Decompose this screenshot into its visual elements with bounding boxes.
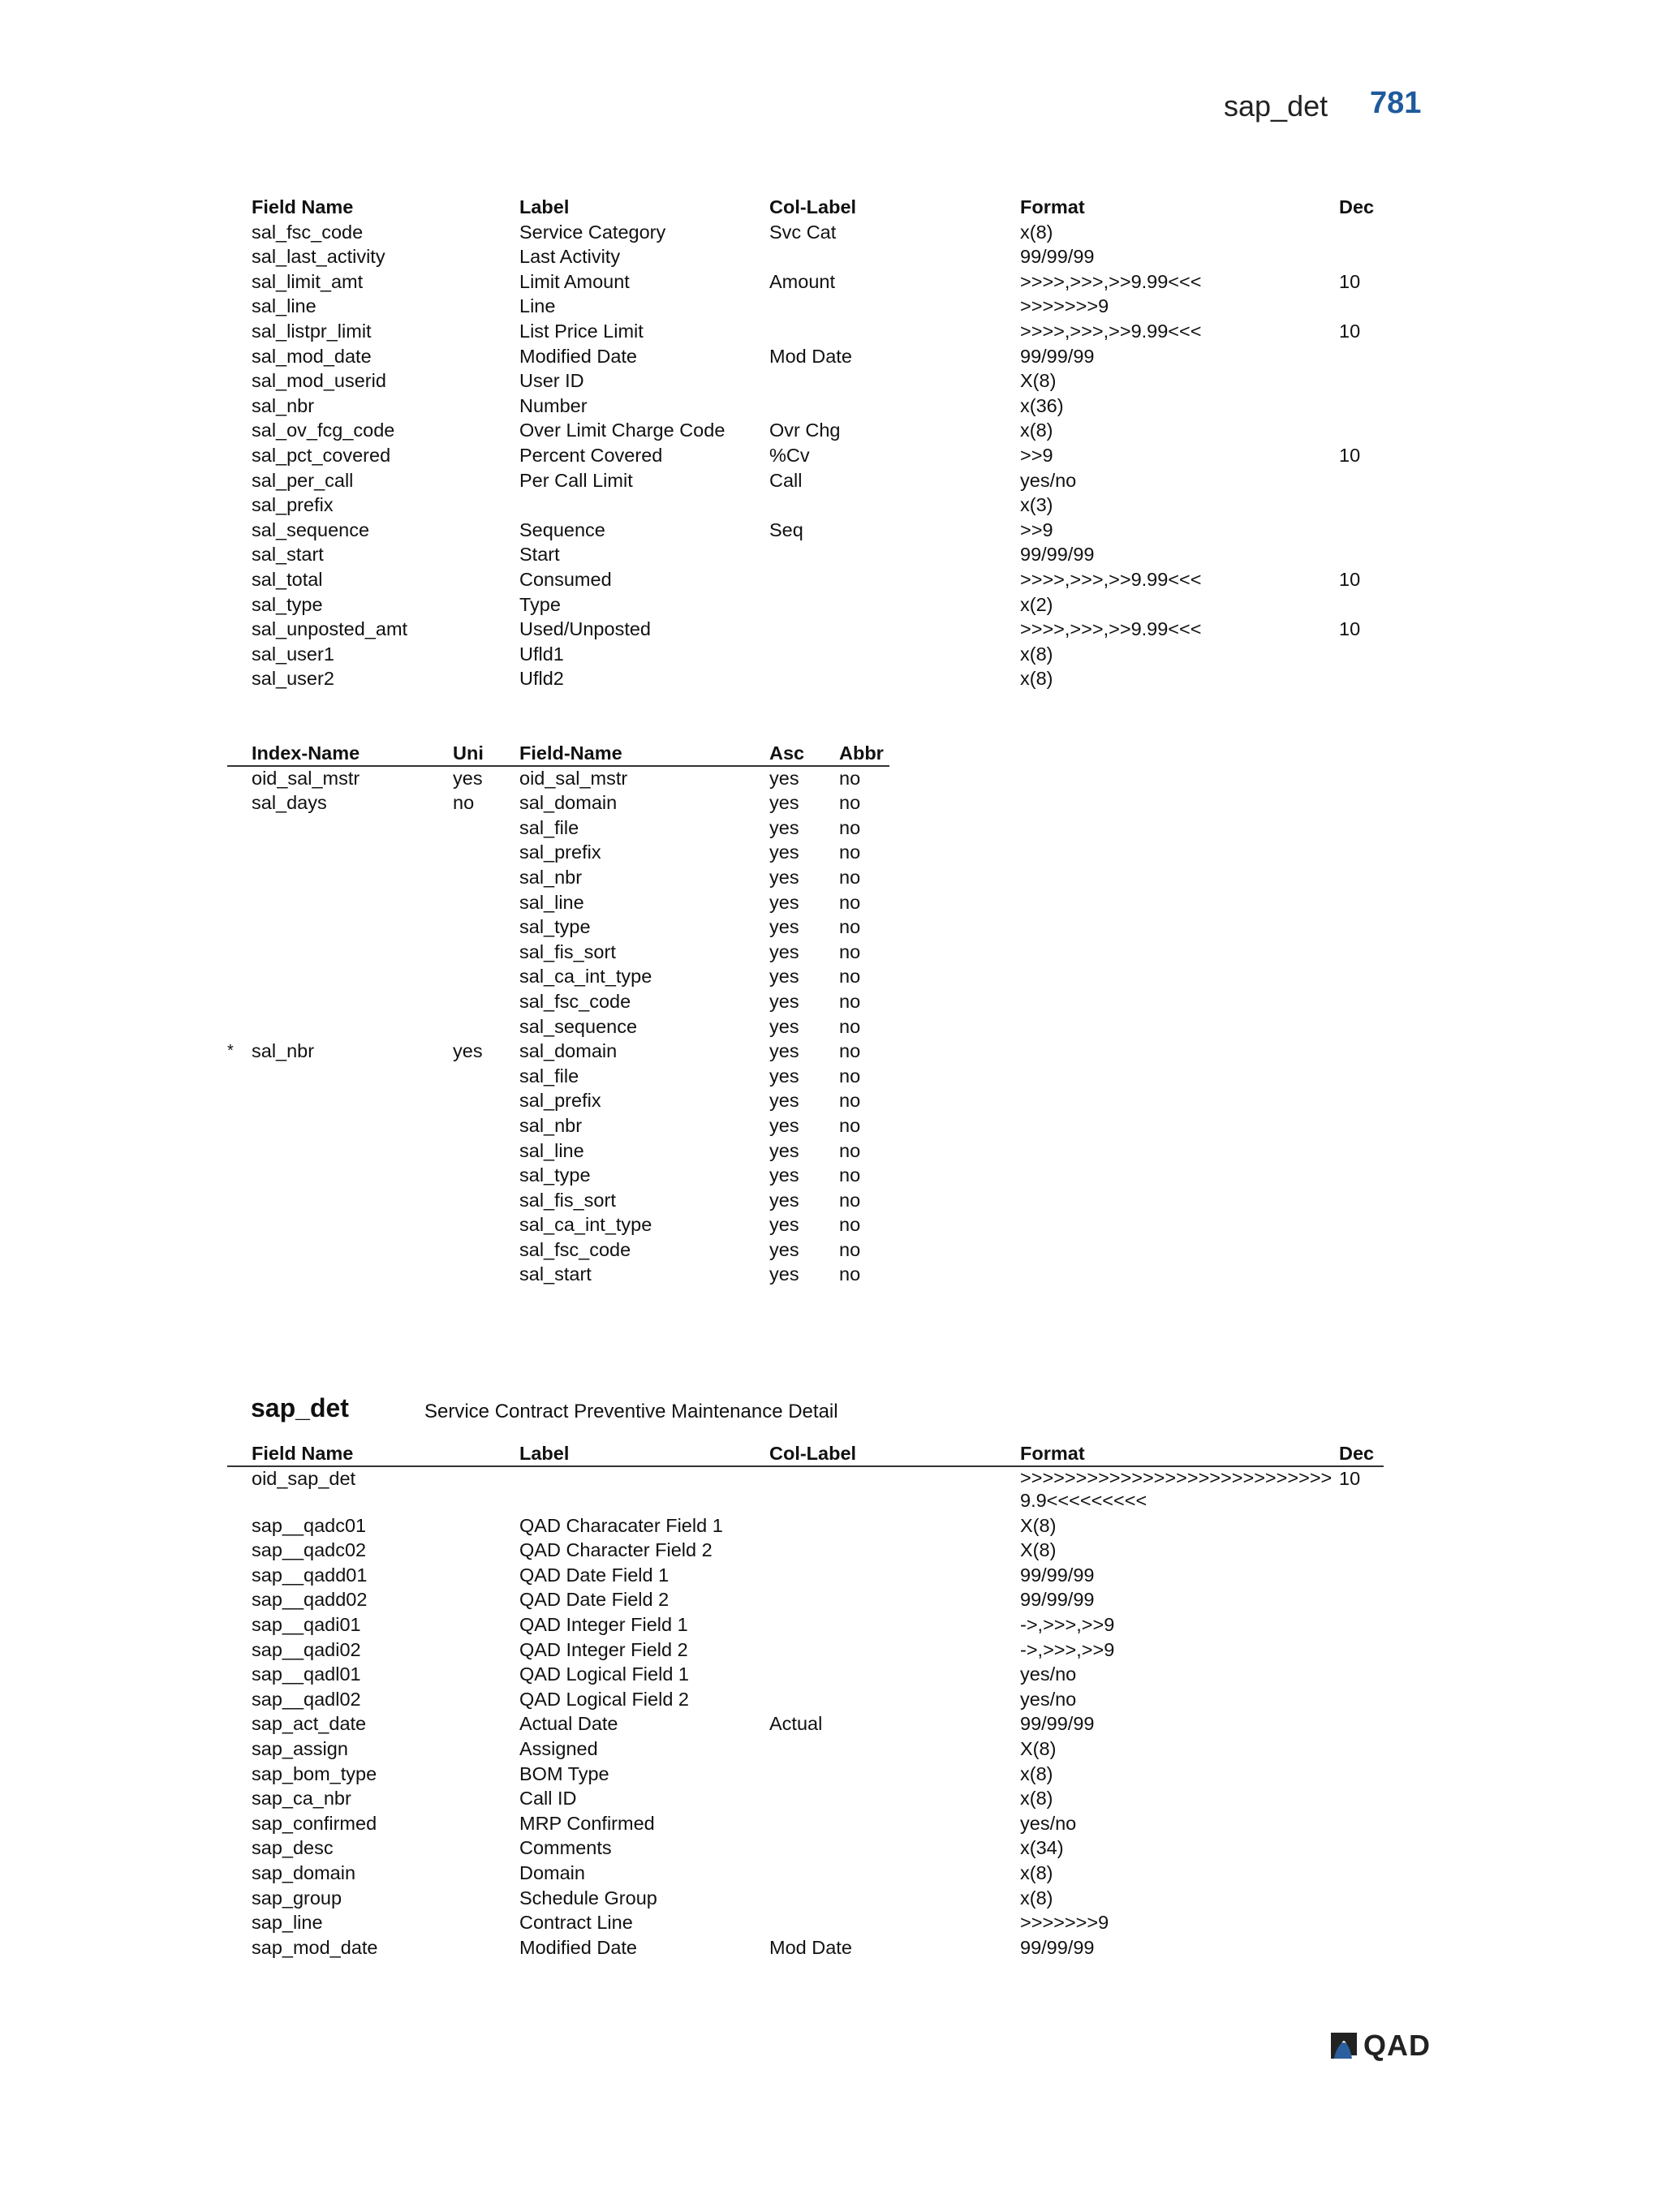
- ascending-cell: yes: [769, 1238, 799, 1260]
- running-header-table-name: sap_det: [1224, 89, 1328, 123]
- abbreviated-cell: no: [839, 1040, 861, 1062]
- sal-field-table: [227, 195, 1384, 691]
- format-cell: X(8): [1020, 1514, 1057, 1536]
- field-name-cell: oid_sap_det: [252, 1467, 356, 1489]
- col-label-cell: %Cv: [769, 444, 810, 466]
- page-number: 781: [1370, 86, 1422, 120]
- label-cell: QAD Character Field 2: [519, 1539, 713, 1561]
- index-name-cell: sal_nbr: [252, 1040, 315, 1062]
- field-name-cell: sap_group: [252, 1887, 342, 1909]
- format-cell: >>>>,>>>,>>9.99<<<: [1020, 618, 1202, 640]
- col-label-cell: Mod Date: [769, 1936, 852, 1958]
- index-field-cell: sal_prefix: [519, 841, 601, 863]
- abbreviated-cell: no: [839, 816, 861, 838]
- table-row: [227, 1637, 1384, 1663]
- ascending-cell: yes: [769, 1015, 799, 1037]
- dec-cell: 10: [1339, 320, 1361, 342]
- section-title: sap_det: [251, 1393, 349, 1422]
- field-name-cell: sap__qadi01: [252, 1613, 361, 1635]
- table-row: [227, 1811, 1384, 1836]
- label-cell: Last Activity: [519, 246, 621, 268]
- index-field-cell: sal_prefix: [519, 1090, 601, 1112]
- ascending-cell: yes: [769, 1065, 799, 1087]
- header-uni: Uni: [453, 742, 484, 764]
- ascending-cell: yes: [769, 1189, 799, 1211]
- index-row: [227, 1163, 1384, 1188]
- index-field-cell: sal_fis_sort: [519, 1189, 616, 1211]
- field-name-cell: sap__qadd02: [252, 1589, 368, 1611]
- header-field-name: Field Name: [252, 1443, 354, 1464]
- header-col-label: Col-Label: [769, 1443, 857, 1464]
- format-cell: X(8): [1020, 370, 1057, 392]
- label-cell: BOM Type: [519, 1762, 609, 1784]
- field-name-cell: sap_confirmed: [252, 1812, 377, 1834]
- field-name-cell: sap__qadd01: [252, 1564, 368, 1586]
- table-row: [227, 368, 1384, 394]
- dec-cell: 10: [1339, 568, 1361, 590]
- field-name-cell: sap_domain: [252, 1861, 356, 1883]
- dec-cell: 10: [1339, 444, 1361, 466]
- table-row: [227, 642, 1384, 667]
- table-row: [227, 468, 1384, 493]
- label-cell: Call ID: [519, 1788, 577, 1810]
- col-label-cell: Ovr Chg: [769, 420, 841, 441]
- label-cell: Modified Date: [519, 1936, 637, 1958]
- field-name-cell: sap__qadc01: [252, 1514, 367, 1536]
- format-cell: >>>>>>>9: [1020, 1912, 1109, 1934]
- header-label: Label: [519, 1443, 570, 1464]
- label-cell: User ID: [519, 370, 584, 392]
- label-cell: List Price Limit: [519, 320, 644, 342]
- ascending-cell: yes: [769, 816, 799, 838]
- index-field-cell: sal_fis_sort: [519, 940, 616, 962]
- format-cell: >>>>,>>>,>>9.99<<<: [1020, 270, 1202, 292]
- index-row: [227, 1138, 1384, 1164]
- abbreviated-cell: no: [839, 866, 861, 888]
- format-cell: x(34): [1020, 1837, 1064, 1859]
- header-format: Format: [1020, 196, 1085, 217]
- abbreviated-cell: no: [839, 767, 861, 789]
- label-cell: QAD Date Field 2: [519, 1589, 670, 1611]
- dec-cell: 10: [1339, 618, 1361, 640]
- index-row: [227, 1262, 1384, 1287]
- table-row: [227, 244, 1384, 269]
- format-cell: >>9: [1020, 519, 1053, 540]
- table-row: [227, 418, 1384, 443]
- table-row: [227, 319, 1384, 344]
- table-row: [227, 666, 1384, 691]
- index-field-cell: sal_type: [519, 1164, 591, 1186]
- field-name-cell: sal_pct_covered: [252, 444, 391, 466]
- label-cell: Limit Amount: [519, 270, 630, 292]
- label-cell: Consumed: [519, 568, 612, 590]
- field-name-cell: sal_per_call: [252, 469, 354, 491]
- index-field-cell: sal_fsc_code: [519, 990, 631, 1012]
- table-row: [227, 617, 1384, 642]
- dec-cell: 10: [1339, 270, 1361, 292]
- header-asc: Asc: [769, 742, 805, 764]
- index-row: [227, 940, 1384, 965]
- field-name-cell: sal_start: [252, 544, 324, 566]
- abbreviated-cell: no: [839, 1214, 861, 1236]
- col-label-cell: Mod Date: [769, 345, 852, 367]
- format-cell: x(8): [1020, 1788, 1053, 1810]
- ascending-cell: yes: [769, 866, 799, 888]
- table-row: [227, 1935, 1384, 1960]
- unique-cell: yes: [453, 1040, 483, 1062]
- abbreviated-cell: no: [839, 1164, 861, 1186]
- header-field-name: Field Name: [252, 196, 354, 217]
- abbreviated-cell: no: [839, 841, 861, 863]
- label-cell: Over Limit Charge Code: [519, 420, 726, 441]
- format-cell: 99/99/99: [1020, 246, 1095, 268]
- format-cell: x(36): [1020, 394, 1064, 416]
- table-row: [227, 1886, 1384, 1911]
- field-name-cell: sal_nbr: [252, 394, 315, 416]
- label-cell: QAD Logical Field 1: [519, 1663, 689, 1685]
- index-row: [227, 790, 1384, 816]
- index-name-cell: oid_sal_mstr: [252, 767, 360, 789]
- abbreviated-cell: no: [839, 792, 861, 814]
- field-name-cell: sap_ca_nbr: [252, 1788, 351, 1810]
- index-row: [227, 890, 1384, 915]
- field-name-cell: sap_bom_type: [252, 1762, 377, 1784]
- table-row: [227, 493, 1384, 518]
- label-cell: MRP Confirmed: [519, 1812, 655, 1834]
- label-cell: Ufld2: [519, 668, 564, 690]
- ascending-cell: yes: [769, 1139, 799, 1161]
- abbreviated-cell: no: [839, 1114, 861, 1136]
- label-cell: Contract Line: [519, 1912, 633, 1934]
- index-field-cell: sal_file: [519, 816, 579, 838]
- field-name-cell: sap__qadl01: [252, 1663, 361, 1685]
- table-row: [227, 592, 1384, 618]
- table-row: [227, 1835, 1384, 1861]
- table-row: [227, 1736, 1384, 1762]
- index-row: [227, 1039, 1384, 1064]
- ascending-cell: yes: [769, 916, 799, 938]
- label-cell: Ufld1: [519, 643, 564, 665]
- index-row: [227, 1014, 1384, 1039]
- label-cell: Used/Unposted: [519, 618, 651, 640]
- table-row: [227, 294, 1384, 319]
- format-cell: yes/no: [1020, 1688, 1077, 1710]
- format-cell: >>>>,>>>,>>9.99<<<: [1020, 568, 1202, 590]
- index-row: [227, 989, 1384, 1014]
- table-row: [227, 394, 1384, 419]
- label-cell: QAD Characater Field 1: [519, 1514, 723, 1536]
- col-label-cell: Svc Cat: [769, 221, 837, 243]
- field-name-cell: sap_act_date: [252, 1713, 367, 1735]
- format-cell: 99/99/99: [1020, 1936, 1095, 1958]
- index-field-cell: sal_domain: [519, 1040, 618, 1062]
- label-cell: QAD Integer Field 1: [519, 1613, 688, 1635]
- label-cell: Per Call Limit: [519, 469, 633, 491]
- label-cell: Service Category: [519, 221, 666, 243]
- field-name-cell: sap__qadi02: [252, 1638, 361, 1660]
- abbreviated-cell: no: [839, 1065, 861, 1087]
- label-cell: Assigned: [519, 1737, 598, 1759]
- header-col-label: Col-Label: [769, 196, 857, 217]
- table-row: [227, 1612, 1384, 1637]
- field-name-cell: sal_prefix: [252, 494, 334, 516]
- format-cell: yes/no: [1020, 469, 1077, 491]
- primary-index-marker: *: [227, 1042, 234, 1061]
- index-field-cell: sal_ca_int_type: [519, 966, 652, 988]
- ascending-cell: yes: [769, 1090, 799, 1112]
- ascending-cell: yes: [769, 966, 799, 988]
- format-cell: x(8): [1020, 668, 1053, 690]
- header-format: Format: [1020, 1443, 1085, 1464]
- table-row: [227, 1861, 1384, 1886]
- label-cell: Actual Date: [519, 1713, 618, 1735]
- col-label-cell: Amount: [769, 270, 835, 292]
- index-field-cell: sal_ca_int_type: [519, 1214, 652, 1236]
- abbreviated-cell: no: [839, 1238, 861, 1260]
- format-cell: >>>>>>>>>>>>>>>>>>>>>>>>>>>>9.9<<<<<<<<<: [1020, 1466, 1333, 1511]
- table-row: [227, 1711, 1384, 1736]
- index-row: [227, 1113, 1384, 1138]
- index-field-cell: sal_domain: [519, 792, 618, 814]
- ascending-cell: yes: [769, 1040, 799, 1062]
- field-name-cell: sap_assign: [252, 1737, 348, 1759]
- table-row: [227, 1563, 1384, 1588]
- format-cell: 99/99/99: [1020, 1713, 1095, 1735]
- header-dec: Dec: [1339, 1443, 1375, 1464]
- table-header-row: [227, 195, 1384, 220]
- unique-cell: yes: [453, 767, 483, 789]
- index-field-cell: sal_type: [519, 916, 591, 938]
- table-row: [227, 1587, 1384, 1612]
- section-description: Service Contract Preventive Maintenance Detail: [424, 1401, 838, 1422]
- format-cell: 99/99/99: [1020, 345, 1095, 367]
- format-cell: x(8): [1020, 1887, 1053, 1909]
- index-field-cell: sal_sequence: [519, 1015, 638, 1037]
- field-name-cell: sal_total: [252, 568, 323, 590]
- ascending-cell: yes: [769, 940, 799, 962]
- index-field-cell: sal_line: [519, 891, 584, 913]
- format-cell: yes/no: [1020, 1812, 1077, 1834]
- header-dec: Dec: [1339, 196, 1375, 217]
- index-row: [227, 1088, 1384, 1113]
- format-cell: x(3): [1020, 494, 1053, 516]
- format-cell: >>>>,>>>,>>9.99<<<: [1020, 320, 1202, 342]
- field-name-cell: sal_type: [252, 593, 323, 615]
- abbreviated-cell: no: [839, 891, 861, 913]
- field-name-cell: sal_mod_userid: [252, 370, 386, 392]
- field-name-cell: sal_unposted_amt: [252, 618, 408, 640]
- table-row: [227, 443, 1384, 468]
- qad-logo-text: QAD: [1363, 2029, 1431, 2062]
- ascending-cell: yes: [769, 1263, 799, 1285]
- abbreviated-cell: no: [839, 1015, 861, 1037]
- ascending-cell: yes: [769, 767, 799, 789]
- abbreviated-cell: no: [839, 1090, 861, 1112]
- index-row: [227, 840, 1384, 865]
- qad-logo-mark-icon: [1328, 2031, 1360, 2060]
- field-name-cell: sap__qadc02: [252, 1539, 367, 1561]
- field-name-cell: sal_limit_amt: [252, 270, 364, 292]
- header-abbr: Abbr: [839, 742, 884, 764]
- table-row: [227, 518, 1384, 543]
- format-cell: ->,>>>,>>9: [1020, 1613, 1115, 1635]
- col-label-cell: Call: [769, 469, 803, 491]
- index-row: [227, 1237, 1384, 1263]
- dec-cell: 10: [1339, 1467, 1361, 1489]
- field-name-cell: sal_user2: [252, 668, 334, 690]
- abbreviated-cell: no: [839, 990, 861, 1012]
- format-cell: x(8): [1020, 420, 1053, 441]
- table-row: [227, 542, 1384, 567]
- field-name-cell: sal_user1: [252, 643, 334, 665]
- field-name-cell: sap__qadl02: [252, 1688, 361, 1710]
- format-cell: >>9: [1020, 444, 1053, 466]
- table-row: [227, 1762, 1384, 1787]
- index-row: [227, 865, 1384, 890]
- format-cell: yes/no: [1020, 1663, 1077, 1685]
- table-row: [227, 269, 1384, 295]
- label-cell: Percent Covered: [519, 444, 663, 466]
- label-cell: Comments: [519, 1837, 612, 1859]
- format-cell: x(8): [1020, 1762, 1053, 1784]
- label-cell: QAD Logical Field 2: [519, 1688, 689, 1710]
- field-name-cell: sap_line: [252, 1912, 323, 1934]
- ascending-cell: yes: [769, 1214, 799, 1236]
- abbreviated-cell: no: [839, 1189, 861, 1211]
- label-cell: QAD Integer Field 2: [519, 1638, 688, 1660]
- abbreviated-cell: no: [839, 916, 861, 938]
- table-header-row: [227, 1441, 1384, 1466]
- index-row: [227, 914, 1384, 940]
- ascending-cell: yes: [769, 1164, 799, 1186]
- table-row: [227, 1910, 1384, 1935]
- index-field-cell: sal_file: [519, 1065, 579, 1087]
- field-name-cell: sap_desc: [252, 1837, 334, 1859]
- field-name-cell: sal_ov_fcg_code: [252, 420, 395, 441]
- unique-cell: no: [453, 792, 475, 814]
- field-name-cell: sal_sequence: [252, 519, 370, 540]
- qad-logo: [1328, 2029, 1431, 2063]
- col-label-cell: Actual: [769, 1713, 823, 1735]
- sal-index-table: [227, 741, 1384, 1287]
- header-field-name: Field-Name: [519, 742, 622, 764]
- table-row: [227, 344, 1384, 369]
- label-cell: Line: [519, 295, 556, 317]
- ascending-cell: yes: [769, 1114, 799, 1136]
- field-name-cell: sal_mod_date: [252, 345, 372, 367]
- format-cell: x(8): [1020, 1861, 1053, 1883]
- ascending-cell: yes: [769, 841, 799, 863]
- index-header-row: [227, 741, 1384, 766]
- field-name-cell: sal_fsc_code: [252, 221, 364, 243]
- format-cell: X(8): [1020, 1539, 1057, 1561]
- index-field-cell: sal_start: [519, 1263, 592, 1285]
- abbreviated-cell: no: [839, 940, 861, 962]
- field-name-cell: sap_mod_date: [252, 1936, 378, 1958]
- format-cell: x(2): [1020, 593, 1053, 615]
- index-field-cell: oid_sal_mstr: [519, 767, 628, 789]
- field-name-cell: sal_listpr_limit: [252, 320, 372, 342]
- index-field-cell: sal_line: [519, 1139, 584, 1161]
- format-cell: 99/99/99: [1020, 1589, 1095, 1611]
- index-row: [227, 1212, 1384, 1237]
- index-name-cell: sal_days: [252, 792, 327, 814]
- ascending-cell: yes: [769, 990, 799, 1012]
- table-row: [227, 567, 1384, 592]
- col-label-cell: Seq: [769, 519, 803, 540]
- table-row: [227, 1687, 1384, 1712]
- index-row: [227, 1064, 1384, 1089]
- table-row: [227, 220, 1384, 245]
- table-row: [227, 1662, 1384, 1687]
- format-cell: x(8): [1020, 221, 1053, 243]
- format-cell: X(8): [1020, 1737, 1057, 1759]
- ascending-cell: yes: [769, 891, 799, 913]
- field-name-cell: sal_last_activity: [252, 246, 385, 268]
- index-field-cell: sal_nbr: [519, 1114, 583, 1136]
- format-cell: >>>>>>>9: [1020, 295, 1109, 317]
- label-cell: Domain: [519, 1861, 585, 1883]
- label-cell: Sequence: [519, 519, 605, 540]
- label-cell: Schedule Group: [519, 1887, 657, 1909]
- index-row: [227, 964, 1384, 989]
- format-cell: x(8): [1020, 643, 1053, 665]
- table-row: [227, 1538, 1384, 1563]
- label-cell: QAD Date Field 1: [519, 1564, 670, 1586]
- abbreviated-cell: no: [839, 966, 861, 988]
- abbreviated-cell: no: [839, 1263, 861, 1285]
- header-index-name: Index-Name: [252, 742, 360, 764]
- format-cell: ->,>>>,>>9: [1020, 1638, 1115, 1660]
- label-cell: Modified Date: [519, 345, 637, 367]
- format-cell: 99/99/99: [1020, 544, 1095, 566]
- label-cell: Number: [519, 394, 588, 416]
- format-cell: 99/99/99: [1020, 1564, 1095, 1586]
- index-row: [227, 816, 1384, 841]
- abbreviated-cell: no: [839, 1139, 861, 1161]
- table-row: [227, 1466, 1384, 1513]
- label-cell: Type: [519, 593, 561, 615]
- index-row: [227, 766, 1384, 791]
- table-row: [227, 1513, 1384, 1539]
- table-row: [227, 1786, 1384, 1811]
- index-field-cell: sal_nbr: [519, 866, 583, 888]
- sap-field-table: [227, 1441, 1384, 1960]
- header-label: Label: [519, 196, 570, 217]
- index-row: [227, 1188, 1384, 1213]
- index-field-cell: sal_fsc_code: [519, 1238, 631, 1260]
- label-cell: Start: [519, 544, 560, 566]
- ascending-cell: yes: [769, 792, 799, 814]
- field-name-cell: sal_line: [252, 295, 316, 317]
